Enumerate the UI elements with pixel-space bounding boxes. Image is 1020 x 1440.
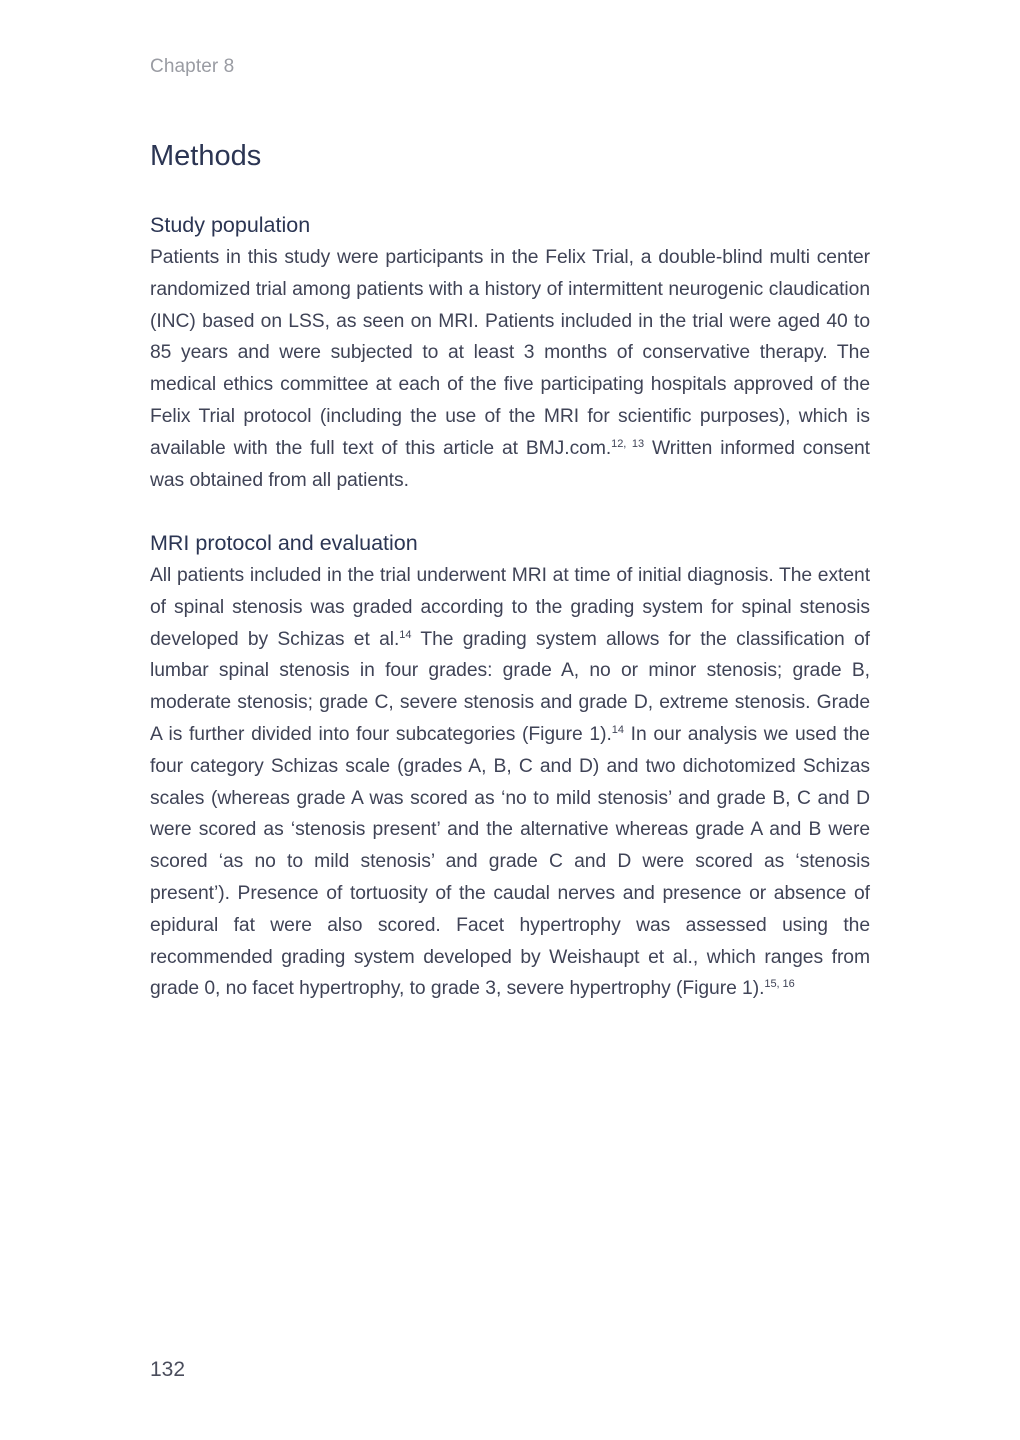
citation-ref: 15, 16 — [764, 978, 795, 991]
paragraph-text: Written informed consent was obtained from all patients. — [150, 437, 870, 491]
study-population-paragraph — [150, 242, 870, 496]
citation-ref: 12, 13 — [611, 437, 645, 450]
study-population-heading: Study population — [150, 213, 311, 237]
citation-ref: 14 — [399, 628, 412, 641]
section-title: Methods — [150, 140, 262, 172]
page-number: 132 — [150, 1358, 186, 1381]
study-population-section — [150, 210, 870, 496]
mri-protocol-section — [150, 528, 870, 1005]
mri-protocol-heading: MRI protocol and evaluation — [150, 531, 418, 555]
paragraph-text: Patients in this study were participants in the Felix Trial, a double-blind multi center randomized trial among patients with a history of intermittent neurogenic claudication (INC) based on LSS, as seen on MRI. Patients included in the trial were aged 40 to 85 years and were subjected to at least 3 months of conservative therapy. The medical ethics committee at each of the five participating hospitals approved of the Felix Trial protocol (including the use of the MRI for scientific purposes), which is available with the full text of this article at BMJ.com. — [150, 247, 870, 459]
running-head: Chapter 8 — [150, 56, 235, 77]
paragraph-text: The grading system allows for the classification of lumbar spinal stenosis in four grades: grade A, no or minor stenosis; grade B, moderate stenosis; grade C, severe stenosis and grade D, extreme stenosis. Grade A is further divided into four subcategories (Figure 1). — [150, 628, 870, 745]
paragraph-text: In our analysis we used the four category Schizas scale (grades A, B, C and D) and two dichotomized Schizas scales (whereas grade A was scored as ‘no to mild stenosis’ and grade B, C and D were scored as ‘stenosis present’ and the alternative whereas grade A and B were scored ‘as no to mild stenosis’ and grade C and D were scored as ‘stenosis present’). Presence of tortuosity of the caudal nerves and presence or absence of epidural fat were also scored. Facet hypertrophy was assessed using the recommended grading system developed by Weishaupt et al., which ranges from grade 0, no facet hypertrophy, to grade 3, severe hypertrophy (Figure 1). — [150, 723, 870, 1000]
mri-protocol-paragraph — [150, 560, 870, 1005]
citation-ref: 14 — [611, 723, 624, 736]
paragraph-text: All patients included in the trial underwent MRI at time of initial diagnosis. The extent of spinal stenosis was graded according to the grading system for spinal stenosis developed by Schizas et al. — [150, 565, 870, 650]
